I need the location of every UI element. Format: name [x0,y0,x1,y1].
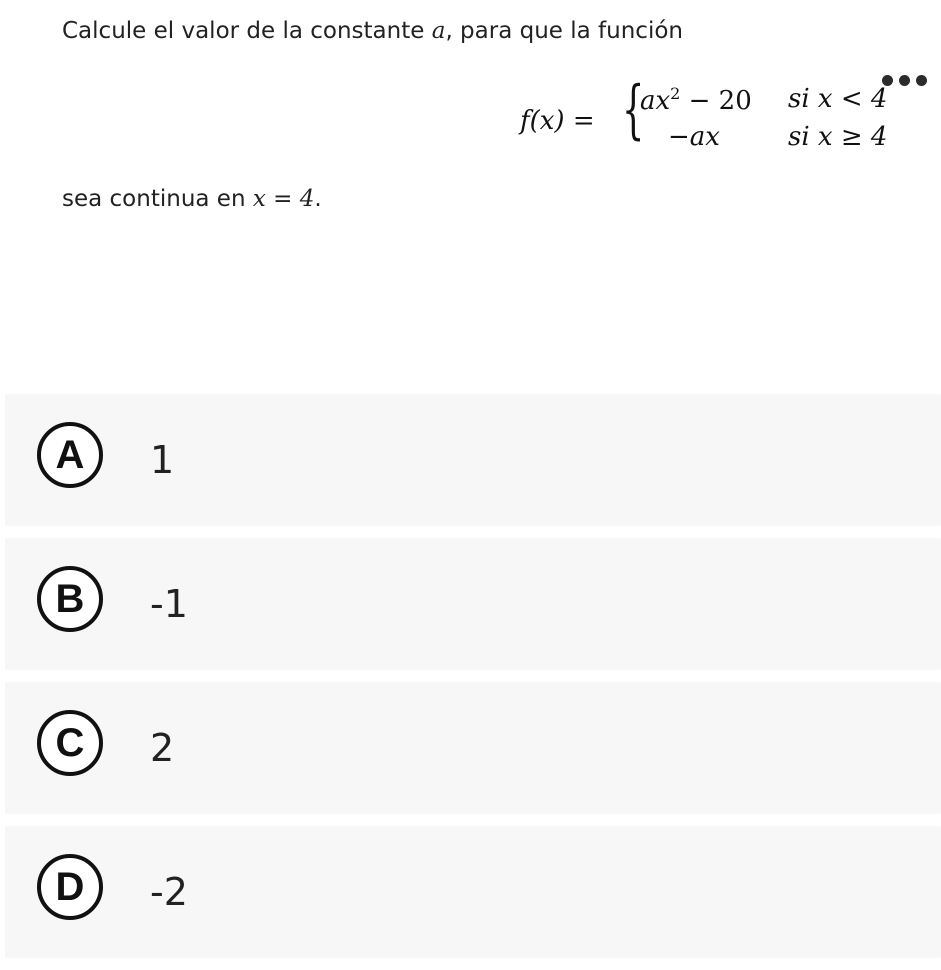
case-1-condition: si x < 4 [788,84,888,114]
option-letter-badge: B [37,566,103,632]
more-options-icon[interactable] [882,72,934,88]
option-d[interactable] [5,826,941,958]
option-letter-badge: A [37,422,103,488]
continuity-condition: sea continua en x = 4. [62,186,322,212]
constant-variable: a [431,18,446,44]
function-lhs: f(x) = [520,106,595,136]
question-image [0,0,941,300]
option-text: 1 [150,438,175,482]
option-a[interactable] [5,394,941,526]
option-text: -1 [150,582,188,626]
case-1-expression: $ax^2 - 20$ [640,84,752,116]
question-prompt: Calcule el valor de la constante a, para que la función [62,18,683,44]
option-letter-badge: C [37,710,103,776]
option-text: 2 [150,726,175,770]
left-brace: { [622,73,645,147]
case-2-condition: si x ≥ 4 [788,122,888,152]
case-2-expression: −ax [668,122,720,152]
option-c[interactable] [5,682,941,814]
option-letter-badge: D [37,854,103,920]
option-b[interactable] [5,538,941,670]
answer-options [5,394,941,970]
option-text: -2 [150,870,188,914]
